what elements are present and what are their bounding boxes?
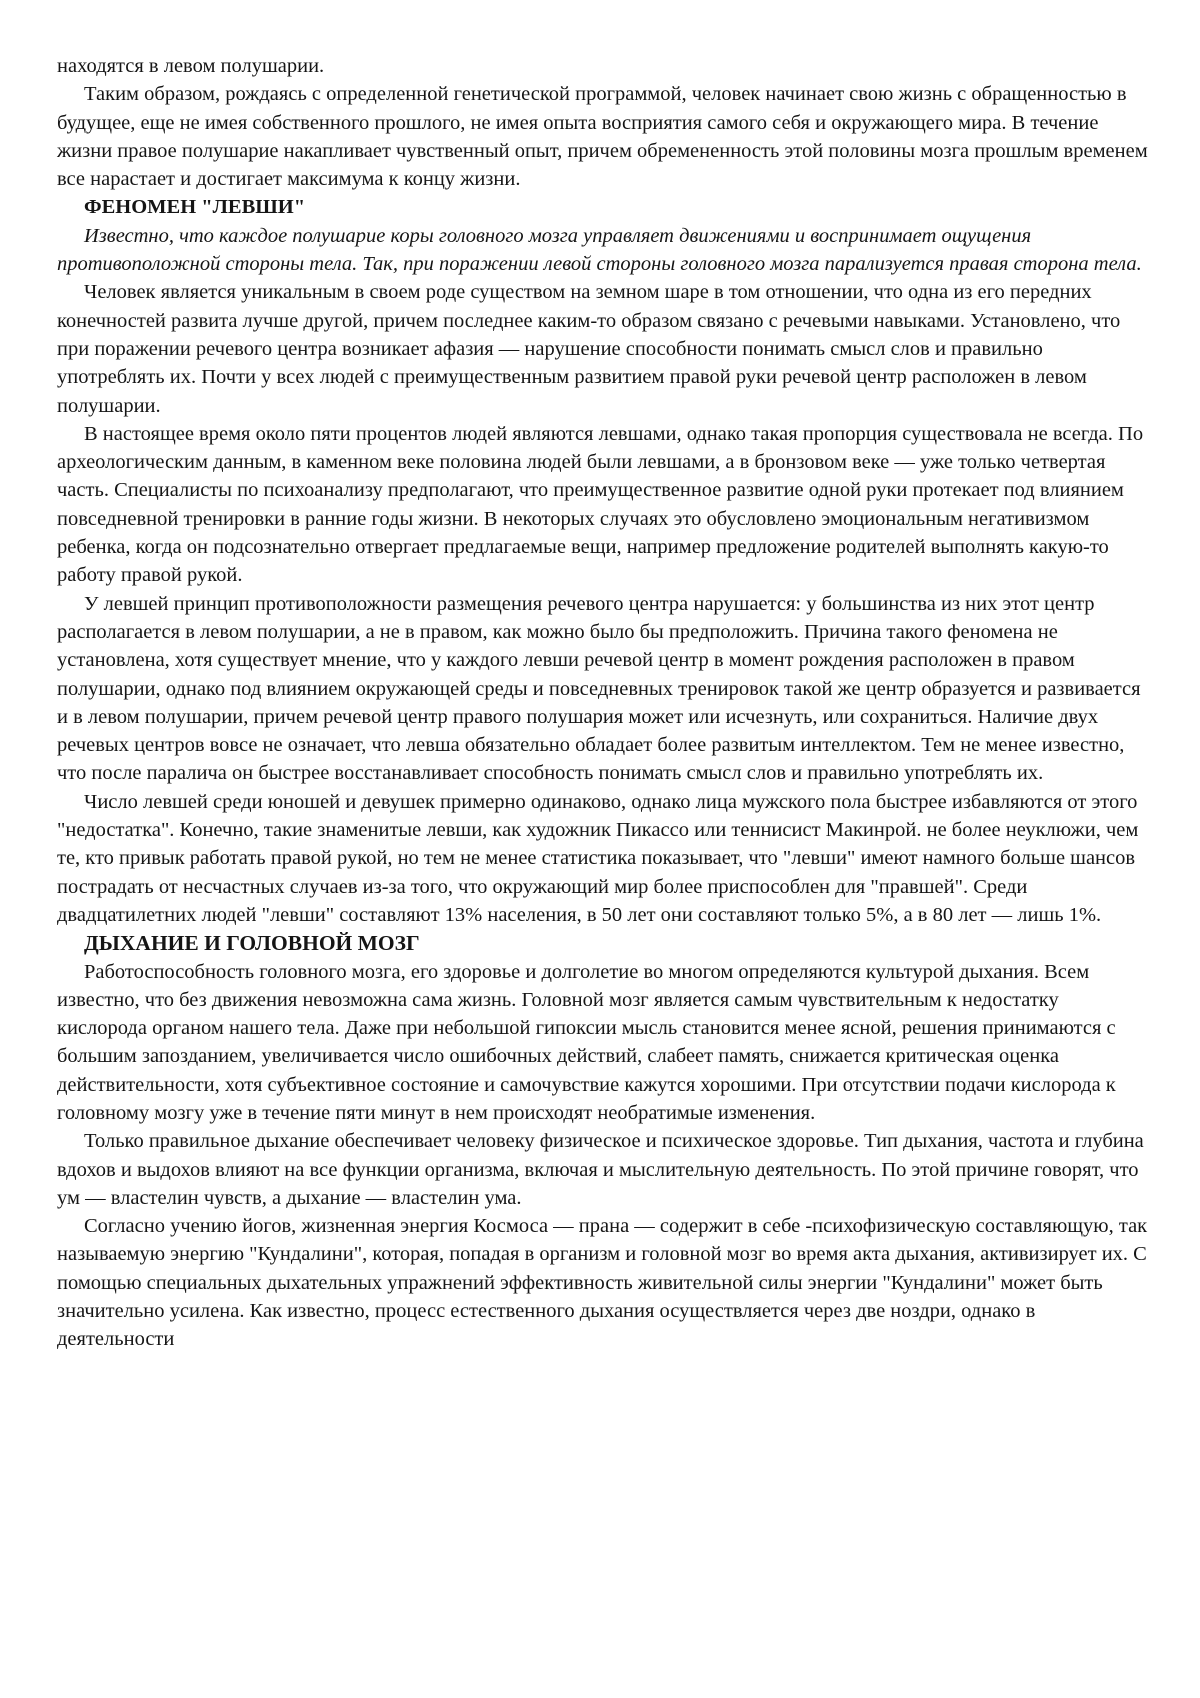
paragraph: В настоящее время около пяти процентов людей являются левшами, однако такая пропорция существовала не всегда. По археологическим данным, в каменном веке половина людей были левшами, а в бронзовом веке — уже только четвертая часть. Специалисты по психоанализу предполагают, что преимущественное развитие одной руки протекает под влиянием повседневной тренировки в ранние годы жизни. В некоторых случаях это обусловлено эмоциональным негативизмом ребенка, когда он подсознательно отвергает предлагаемые вещи, например предложение родителей выполнять какую-то работу правой рукой. xyxy=(57,422,1144,587)
paragraph: Таким образом, рождаясь с определенной генетической программой, человек начинает свою жизнь с обращенностью в будущее, еще не имея собственного прошлого, не имея опыта восприятия самого себя и окружающего мира. В течение жизни правое полушарие накапливает чувственный опыт, причем обремененность этой половины мозга прошлым временем все нарастает и достигает максимума к концу жизни. xyxy=(57,83,1148,191)
italic-paragraph: Известно, что каждое полушарие коры головного мозга управляет движениями и воспринимает ощущения противоположной стороны тела. Так, при поражении левой стороны головного мозга парализуется правая сторона тела. xyxy=(57,224,1142,276)
paragraph: Согласно учению йогов, жизненная энергия Космоса — прана — содержит в себе -психофизическую составляющую, так называемую энергию "Кундалини", которая, попадая в организм и головной мозг во время акта дыхания, активизирует их. С помощью специальных дыхательных упражнений эффективность живительной силы энергии "Кундалини" может быть значительно усилена. Как известно, процесс естественного дыхания осуществляется через две ноздри, однако в деятельности xyxy=(57,1215,1148,1351)
section-heading-breathing: ДЫХАНИЕ И ГОЛОВНОЙ МОЗГ xyxy=(84,931,420,956)
paragraph: Число левшей среди юношей и девушек примерно одинаково, однако лица мужского пола быстрее избавляются от этого "недостатка". Конечно, такие знаменитые левши, как художник Пикассо или теннисист Макинрой. не более неуклюжи, чем те, кто привык работать правой рукой, но тем не менее статистика показывает, что "левши" имеют намного больше шансов пострадать от несчастных случаев из-за того, что окружающий мир более приспособлен для "правшей". Среди двадцатилетних людей "левши" составляют 13% населения, в 50 лет они составляют только 5%, а в 80 лет — лишь 1%. xyxy=(57,790,1139,926)
paragraph: Только правильное дыхание обеспечивает человеку физическое и психическое здоровье. Тип дыхания, частота и глубина вдохов и выдохов влияют на все функции организма, включая и мыслительную деятельность. По этой причине говорят, что ум — властелин чувств, а дыхание — властелин ума. xyxy=(57,1130,1144,1209)
section-heading-lefthanded: ФЕНОМЕН "ЛЕВШИ" xyxy=(84,196,306,219)
paragraph-continuation: находятся в левом полушарии. xyxy=(57,55,325,77)
paragraph: Человек является уникальным в своем роде существом на земном шаре в том отношении, что одна из его передних конечностей развита лучше другой, причем последнее каким-то образом связано с речевыми навыками. Установлено, что при поражении речевого центра возникает афазия — нарушение способности понимать смысл слов и правильно употреблять их. Почти у всех людей с преимущественным развитием правой руки речевой центр расположен в левом полушарии. xyxy=(57,281,1121,417)
paragraph: Работоспособность головного мозга, его здоровье и долголетие во многом определяются культурой дыхания. Всем известно, что без движения невозможна сама жизнь. Головной мозг является самым чувствительным к недостатку кислорода органом нашего тела. Даже при небольшой гипоксии мысль становится менее ясной, решения принимаются с большим запозданием, увеличивается число ошибочных действий, слабеет память, снижается критическая оценка действительности, хотя субъективное состояние и самочувствие кажутся хорошими. При отсутствии подачи кислорода к головному мозгу уже в течение пяти минут в нем происходят необратимые изменения. xyxy=(57,960,1116,1124)
paragraph: У левшей принцип противоположности размещения речевого центра нарушается: у большинства из них этот центр располагается в левом полушарии, а не в правом, как можно было бы предположить. Причина такого феномена не установлена, хотя существует мнение, что у каждого левши речевой центр в момент рождения расположен в правом полушарии, однако под влиянием окружающей среды и повседневных тренировок такой же центр образуется и развивается и в левом полушарии, причем речевой центр правого полушария может или исчезнуть, или сохраниться. Наличие двух речевых центров вовсе не означает, что левша обязательно обладает более развитым интеллектом. Тем не менее известно, что после паралича он быстрее восстанавливает способность понимать смысл слов и правильно употреблять их. xyxy=(57,592,1141,785)
